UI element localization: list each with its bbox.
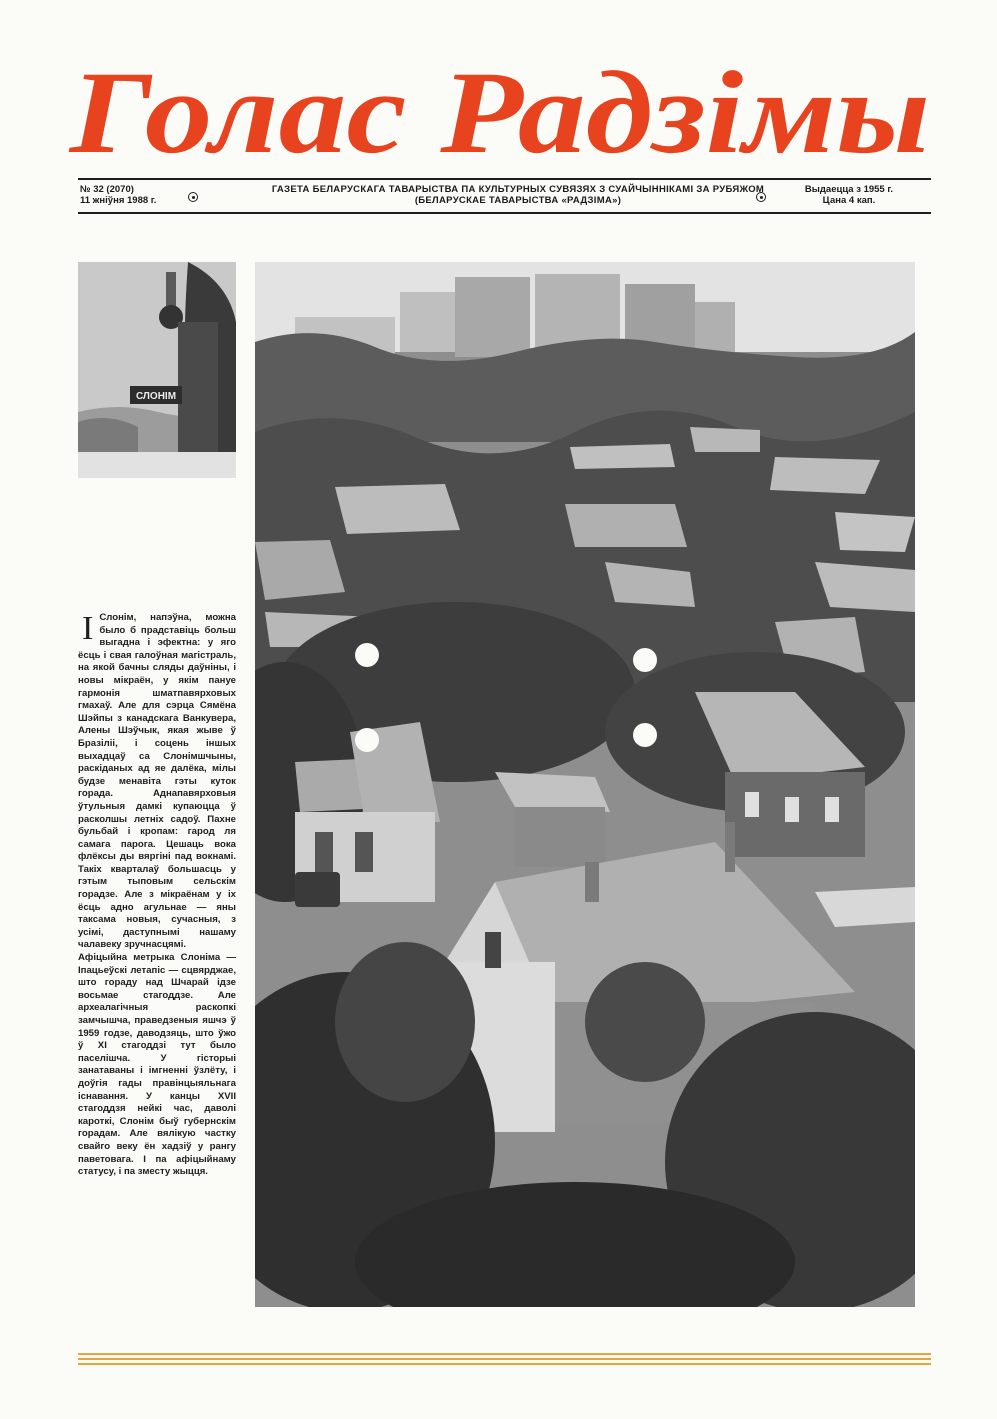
- town-panorama-illustration: [255, 262, 915, 1307]
- town-panorama-photo: [255, 262, 915, 1307]
- footer-rule: [78, 1353, 931, 1355]
- punch-hole: [355, 728, 379, 752]
- masthead-rule-top: [78, 178, 931, 180]
- city-sign-illustration: [78, 262, 236, 478]
- since-year: Выдаецца з 1955 г.: [804, 184, 893, 195]
- masthead-svg: [60, 40, 940, 180]
- price: Цана 4 кап.: [822, 195, 876, 206]
- punch-hole: [633, 723, 657, 747]
- paragraph-2-text: Афіцыйна метрыка Слоніма — Іпацьеўскі летапіс — сцвярджае, што гораду над Шчарай ідзе восьмае стагоддзе. Але археалагічныя раскопкі замчышча, праведзеныя яшчэ ў 1959 годзе, даводзяць, што ўжо ў XI стагоддзі тут было паселішча. У гісторыі занатаваны і імгненні ўзлёту, і доўгія гады правінцыяльнага існавання. У канцы XVII стагоддзя нейкі час, даволі кароткі, Слонім быў губернскім горадам. Але вялікую частку свайго веку ён хадзіў у рангу паветовага. І па афіцыйнаму статусу, і па зместу жыцця.: [78, 952, 236, 1178]
- punch-hole: [633, 648, 657, 672]
- publication-info: [805, 184, 893, 206]
- masthead-title: Голас Радзімы: [67, 47, 931, 178]
- issue-info: [80, 184, 156, 206]
- footer-rule: [78, 1358, 931, 1360]
- newspaper-subtitle: [218, 184, 818, 206]
- issue-number: № 32 (2070): [80, 184, 134, 195]
- bullet-icon: [188, 192, 198, 202]
- bullet-icon: [756, 192, 766, 202]
- city-sign-text: СЛОНІМ: [135, 391, 177, 402]
- article-paragraph-1: [78, 612, 236, 952]
- city-sign-photo: [78, 262, 236, 478]
- masthead-rule-bottom: [78, 212, 931, 214]
- article-text: [78, 612, 236, 1179]
- subtitle-line-1: ГАЗЕТА БЕЛАРУСКАГА ТАВАРЫСТВА ПА КУЛЬТУРНЫХ СУВЯЗЯХ З СУАЙЧЫННІКАМІ ЗА РУБЯЖОМ: [271, 184, 765, 195]
- article-paragraph-2: [78, 952, 236, 1179]
- footer-rule: [78, 1363, 931, 1365]
- subtitle-line-2: (БЕЛАРУСКАЕ ТАВАРЫСТВА «РАДЗІМА»): [414, 195, 622, 206]
- imprint-bar: [78, 182, 931, 212]
- masthead-logo: [60, 40, 940, 180]
- drop-cap: І: [82, 610, 94, 647]
- punch-hole: [355, 643, 379, 667]
- paragraph-1-text: Слонім, напэўна, можна было б прадставіць больш выгадна і эфектна: у яго ёсць і свая галоўная магістраль, на якой бачны сляды даўніны, і новы мікраён, у якім пануе гармонія шматпавярховых гмахаў. Але для сэрца Сямёна Шэйпы з канадскага Ванкувера, Алены Шэўчык, якая жыве ў Бразіліі, і соцень іншых выхадцаў са Слонімшчыны, раскіданых ад яе далёка, мілы будзе менавіта гэты куток горада. Аднапавярховыя ўтульныя дамкі купаюцца ў расколшы летніх садоў. Пахне бульбай і кропам: гарод ля самага парога. Цешаць вока флёксы ды вяргіні пад вокнамі. Такіх кварталаў большасць у гэтым тыповым сельскім горадзе. Але з мікраёнам у іх ёсць адно агульнае — яны таксама новыя, сучасныя, з усімі, даступнымі нашаму чалавеку зручнасцямі.: [78, 612, 236, 951]
- issue-date: 11 жніўня 1988 г.: [80, 195, 157, 206]
